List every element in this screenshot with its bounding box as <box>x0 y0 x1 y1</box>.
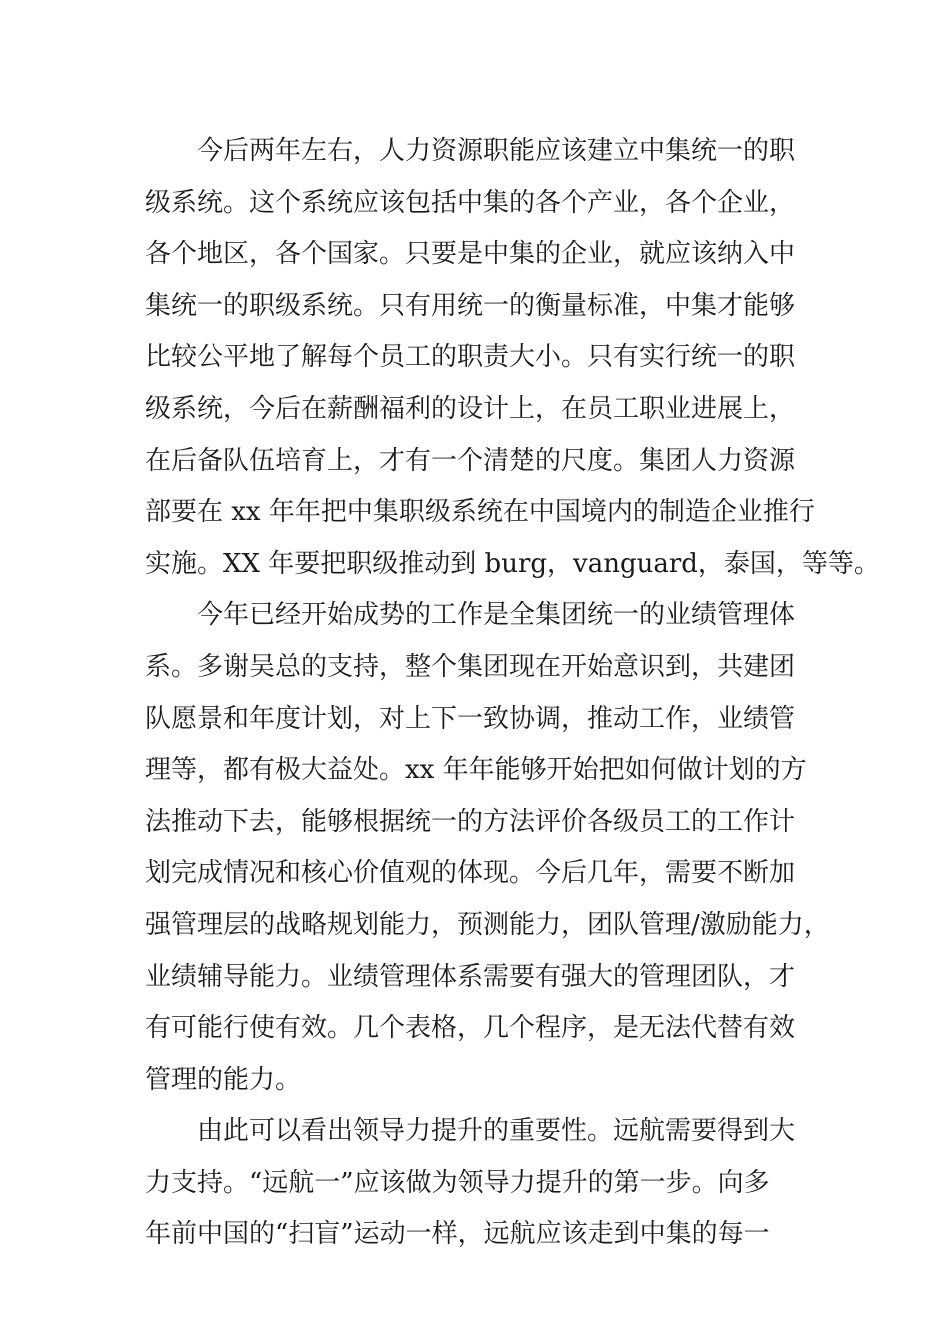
paragraph-line: 集统一的职级系统。只有用统一的衡量标准，中集才能够 <box>145 290 796 321</box>
paragraph-line: 管理的能力。 <box>145 1064 302 1095</box>
paragraph-1 <box>145 126 880 590</box>
paragraph-line: 年前中国的“扫盲”运动一样，远航应该走到中集的每一 <box>145 1219 770 1250</box>
paragraph-line: 各个地区，各个国家。只要是中集的企业，就应该纳入中 <box>145 239 796 270</box>
paragraph-line: 法推动下去，能够根据统一的方法评价各级员工的工作计 <box>145 806 796 837</box>
paragraph-2 <box>145 590 830 1106</box>
paragraph-line: 级系统。这个系统应该包括中集的各个产业，各个企业， <box>145 187 796 218</box>
paragraph-line: 在后备队伍培育上，才有一个清楚的尺度。集团人力资源 <box>145 445 796 476</box>
paragraph-line: 级系统，今后在薪酬福利的设计上，在员工职业进展上， <box>145 393 796 424</box>
paragraph-line: 实施。XX 年要把职级推动到 burg，vanguard，泰国，等等。 <box>145 548 880 579</box>
paragraph-line: 比较公平地了解每个员工的职责大小。只有实行统一的职 <box>145 342 796 373</box>
paragraph-line: 力支持。“远航一”应该做为领导力提升的第一步。向多 <box>145 1167 770 1198</box>
paragraph-line: 今年已经开始成势的工作是全集团统一的业绩管理体 <box>197 600 796 631</box>
document-body <box>145 126 880 1261</box>
paragraph-line: 部要在 xx 年年把中集职级系统在中国境内的制造企业推行 <box>145 497 815 528</box>
paragraph-line: 划完成情况和核心价值观的体现。今后几年，需要不断加 <box>145 858 796 889</box>
paragraph-line: 由此可以看出领导力提升的重要性。远航需要得到大 <box>197 1116 796 1147</box>
paragraph-line: 强管理层的战略规划能力，预测能力，团队管理/激励能力， <box>145 909 830 940</box>
paragraph-line: 理等，都有极大益处。xx 年年能够开始把如何做计划的方 <box>145 755 807 786</box>
paragraph-line: 业绩辅导能力。业绩管理体系需要有强大的管理团队，才 <box>145 961 796 992</box>
paragraph-line: 今后两年左右，人力资源职能应该建立中集统一的职 <box>197 136 796 166</box>
paragraph-3 <box>145 1106 825 1261</box>
paragraph-line: 队愿景和年度计划，对上下一致协调，推动工作，业绩管 <box>145 703 796 734</box>
paragraph-line: 系。多谢吴总的支持，整个集团现在开始意识到，共建团 <box>145 651 796 682</box>
paragraph-line: 有可能行使有效。几个表格，几个程序，是无法代替有效 <box>145 1013 796 1044</box>
